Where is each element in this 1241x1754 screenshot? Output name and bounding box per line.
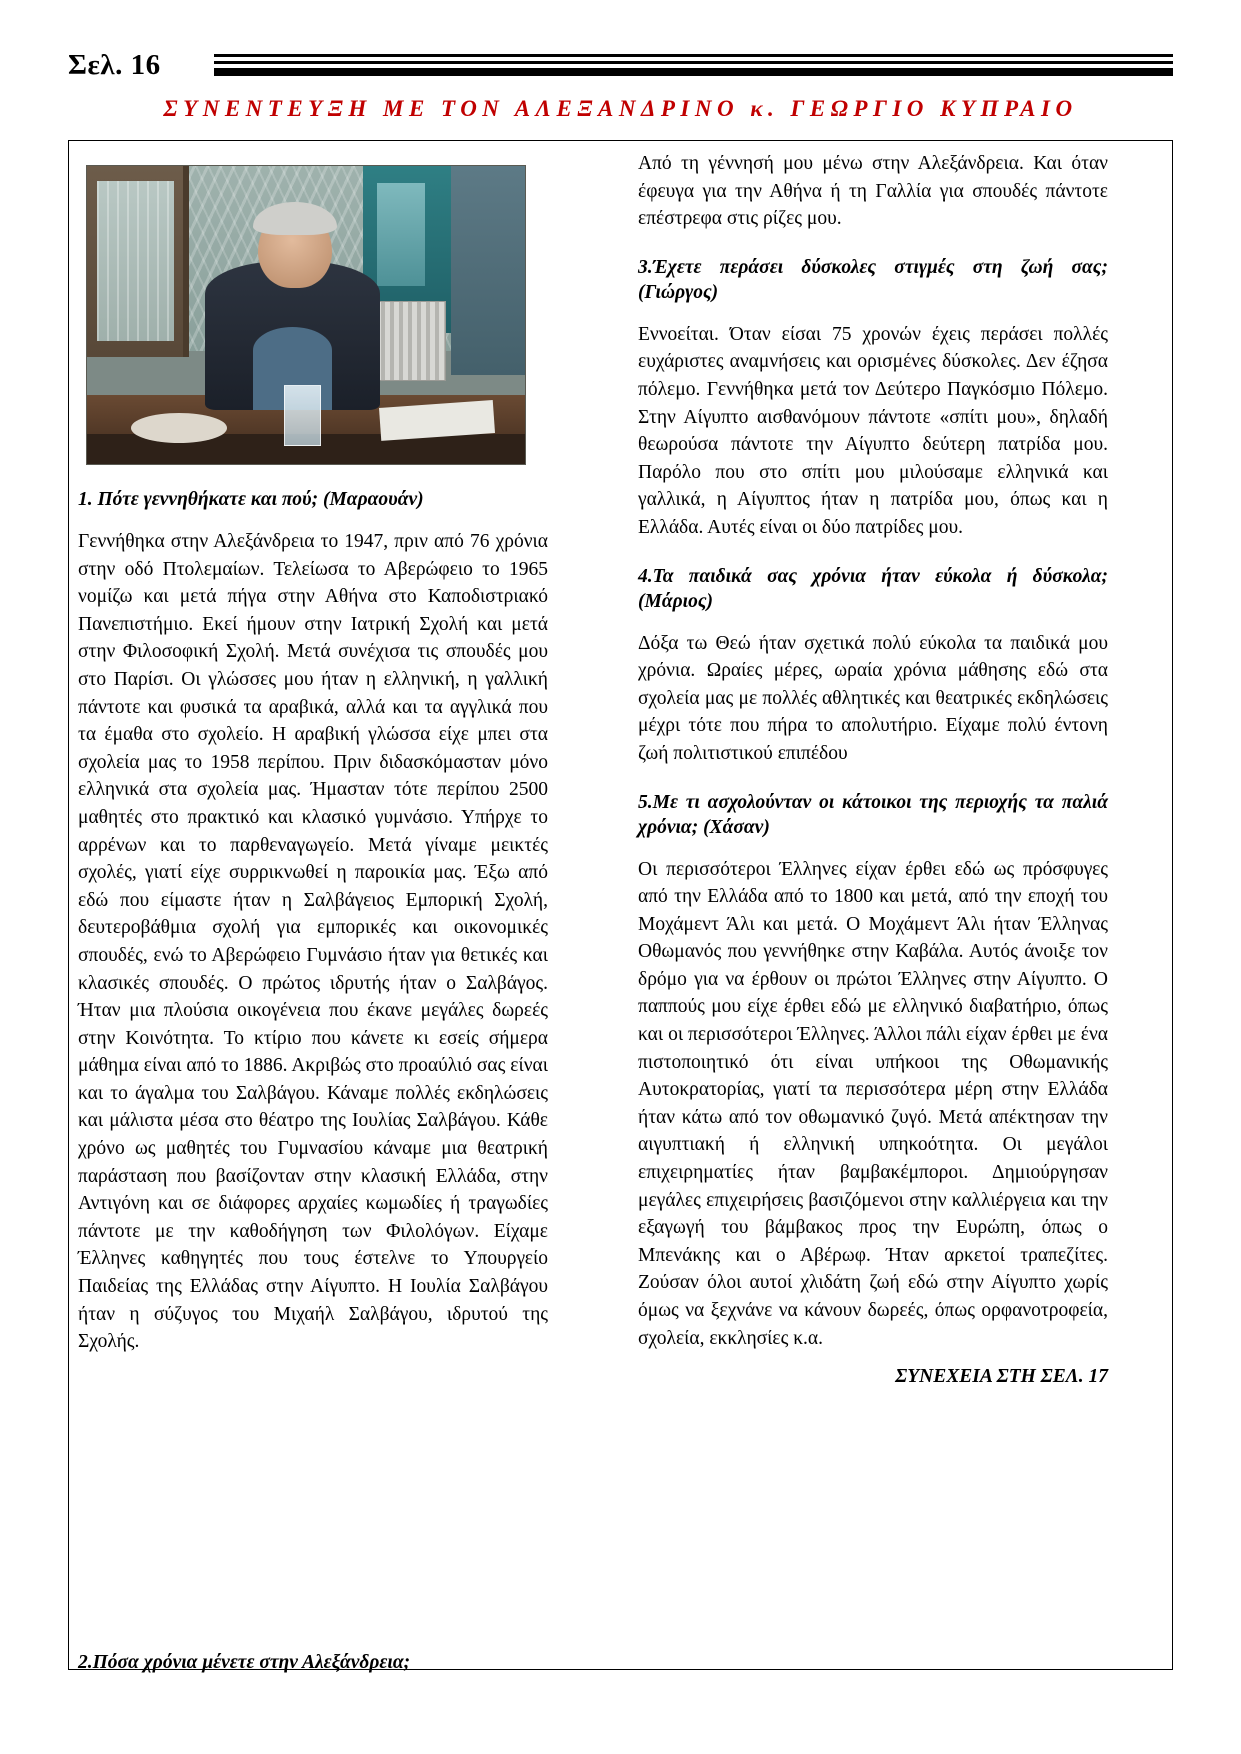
answer-1: Γεννήθηκα στην Αλεξάνδρεια το 1947, πριν από 76 χρόνια στην οδό Πτολεμαίων. Τελείωσα το Αβερώφειο το 1965 νομίζω και μετά πήγα στην Αθήνα στο Καποδιστριακό Πανεπιστήμιο. Εκεί ήμουν στην Ιατρική Σχολή και μετά στην Φιλοσοφική Σχολή. Μετά συνέχισα τις σπουδές μου στο Παρίσι. Οι γλώσσες μου ήταν η ελληνική, η γαλλική πάντοτε και φυσικά τα αραβικά, αλλά και τα αγγλικά που τα έμαθα στο σχολείο. Η αραβική γλώσσα είχε μπει στα σχολεία μας το 1958 περίπου. Πριν διδασκόμασταν μόνο ελληνικά στα σχολεία μας. Ήμασταν τότε περίπου 2500 μαθητές στο πρακτικό και κλασικό γυμνάσιο. Υπήρχε το αρρένων και το παρθεναγωγείο. Μετά γίναμε μεικτές σχολές, γιατί είχε συρρικνωθεί η παροικία μας. Έξω από εδώ που είμαστε ήταν η Σαλβάγειος Εμπορική Σχολή, δευτεροβάθμια σχολή για εμπορικές και οικονομικές σπουδές, ενώ το Αβερώφειο Γυμνάσιο ήταν για θετικές και κλασικές σπουδές. Ο πρώτος ιδρυτής ήταν ο Σαλβάγος. Ήταν μια πλούσια οικογένεια που έκανε μεγάλες δωρεές στην Κοινότητα. Το κτίριο που κάνετε κι εσείς σήμερα μάθημα είναι από το 1886. Ακριβώς στο προαύλιό σας είναι και το άγαλμα του Σαλβάγου. Κάναμε πολλές εκδηλώσεις και μάλιστα μέσα στο θέατρο της Ιουλίας Σαλβάγου. Κάθε χρόνο ως μαθητές του Γυμνασίου κάναμε μια θεατρική παράσταση που βασίζονταν στην κλασική Ελλάδα, στην Αντιγόνη και σε διάφορες αρχαίες κωμωδίες ή τραγωδίες πάντοτε με την καθοδήγηση των Φιλολόγων. Είχαμε Έλληνες καθηγητές που τους έστελνε το Υπουργείο Παιδείας της Ελλάδας στην Αίγυπτο. Η Ιουλία Σαλβάγου ήταν η σύζυγος του Μιχαήλ Σαλβάγου, ιδρυτού της Σχολής.: [78, 531, 548, 1353]
photo-cabinet-left: [87, 166, 189, 357]
article-kicker: ΣΥΝΕΝΤΕΥΞΗ ΜΕ ΤΟΝ ΑΛΕΞΑΝΔΡΙΝΟ κ. ΓΕΩΡΓΙΟ ΚΥΠΡΑΙΟ: [163, 96, 1078, 121]
continuation-note: ΣΥΝΕΧΕΙΑ ΣΤΗ ΣΕΛ. 17: [895, 1366, 1108, 1388]
masthead-rules: [214, 54, 1173, 76]
masthead: [68, 48, 1173, 88]
question-5: 5.Με τι ασχολούνταν οι κάτοικοι της περιοχής τα παλιά χρόνια; (Χάσαν): [638, 791, 1108, 838]
answer-4: Δόξα τω Θεώ ήταν σχετικά πολύ εύκολα τα παιδικά μου χρόνια. Ωραίες μέρες, ωραία χρόνια μάθησης εδώ στα σχολεία μας με πολλές αθλητικές και θεατρικές εκδηλώσεις μέχρι τότε που πήρα το απολυτήριο. Είχαμε πολύ έντονη ζωή πολιτιστικού επιπέδου: [638, 632, 1108, 764]
answer-3: Εννοείται. Όταν είσαι 75 χρονών έχεις περάσει πολλές ευχάριστες αναμνήσεις και ορισμένες δύσκολες. Δεν έζησα πόλεμο. Γεννήθηκα μετά τον Δεύτερο Παγκόσμιο Πόλεμο. Στην Αίγυπτο αισθανόμουν πάντοτε «σπίτι μου», δηλαδή θεωρούσα πάντοτε την Αίγυπτο δεύτερη πατρίδα μου. Παρόλο που στο σπίτι μου μιλούσαμε ελληνικά και γαλλικά, η Αίγυπτος ήταν η πατρίδα μου, όπως και η Ελλάδα. Αυτές είναι οι δύο πατρίδες μου.: [638, 323, 1108, 538]
rule-thin-top: [214, 54, 1173, 57]
answer-5: Οι περισσότεροι Έλληνες είχαν έρθει εδώ ως πρόσφυγες από την Ελλάδα από το 1800 και μετά, από την εποχή του Μοχάμεντ Άλι και μετά. Ο Μοχάμεντ Άλι ήταν Έλληνας Οθωμανός που γεννήθηκε στην Καβάλα. Αυτός άνοιξε τον δρόμο για να έρθουν οι πρώτοι Έλληνες στην Αίγυπτο. Ο παππούς μου είχε έρθει εδώ με ελληνικό διαβατήριο, όπως και οι περισσότεροι Έλληνες. Άλλοι πάλι είχαν έρθει με ένα πιστοποιητικό ότι είναι υπήκοοι της Οθωμανικής Αυτοκρατορίας, γιατί τα περισσότερα μέρη στην Ελλάδα ήταν κάτω από τον οθωμανικό ζυγό. Μετά απέκτησαν την αιγυπτιακή ή ελληνική υπηκοότητα. Οι μεγάλοι επιχειρηματίες ήταν βαμβακέμποροι. Δημιούργησαν μεγάλες επιχειρήσεις βασιζόμενοι στην καλλιέργεια και την εξαγωγή του βάμβακος προς την Ευρώπη, όπως ο Μπενάκης και ο Αβέρωφ. Ήταν αρκετοί τραπεζίτες. Ζούσαν όλοι αυτοί χλιδάτη ζωή εδώ στην Αίγυπτο χωρίς όμως να ξεχνάνε να κάνουν δωρεές, όπως ορφανοτροφεία, σχολεία, εκκλησίες κ.α.: [638, 858, 1108, 1349]
rule-thick: [214, 68, 1173, 76]
column-left-inner: [78, 165, 548, 1675]
photo-water-glass: [284, 385, 321, 447]
question-1: 1. Πότε γεννηθήκατε και πού; (Μαραουάν): [78, 489, 424, 510]
question-3: 3.Έχετε περάσει δύσκολες στιγμές στη ζωή σας; (Γιώργος): [638, 256, 1108, 303]
question-4: 4.Τα παιδικά σας χρόνια ήταν εύκολα ή δύσκολα; (Μάριος): [638, 565, 1108, 612]
photo-cabinet-right: [451, 166, 525, 375]
answer-2: Από τη γέννησή μου μένω στην Αλεξάνδρεια. Και όταν έφευγα για την Αθήνα ή τη Γαλλία για σπουδές πάντοτε επέστρεφα στις ρίζες μου.: [638, 153, 1108, 230]
rule-thin-mid: [214, 61, 1173, 64]
page-number: Σελ. 16: [68, 49, 161, 81]
column-left: [78, 150, 548, 1675]
question-2: 2.Πόσα χρόνια μένετε στην Αλεξάνδρεια;: [78, 1652, 411, 1673]
column-right: [638, 150, 1108, 1388]
article-columns: [78, 150, 1163, 1673]
interview-photo: [86, 165, 526, 465]
photo-plate: [131, 413, 227, 443]
